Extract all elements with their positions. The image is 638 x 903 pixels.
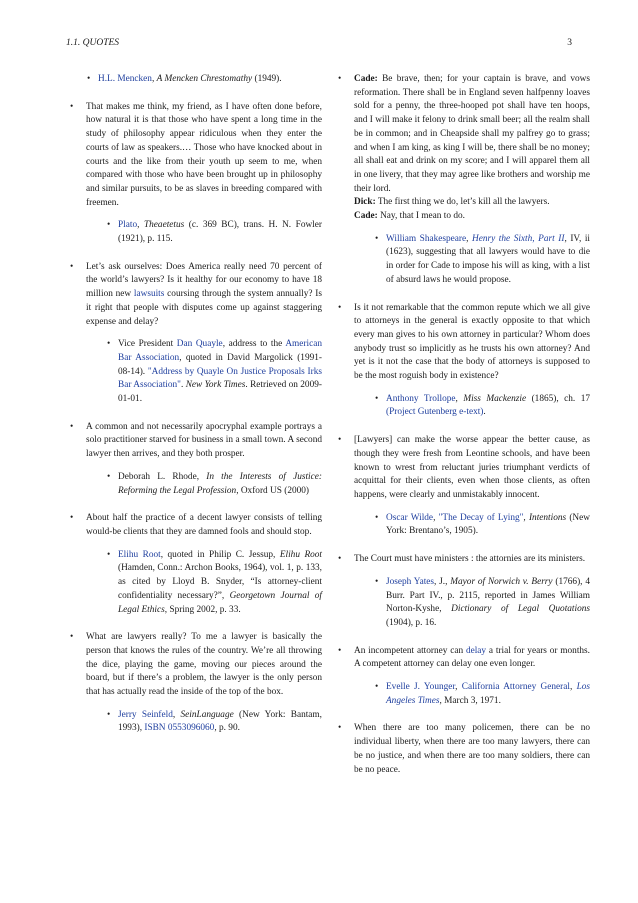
gutenberg-link[interactable]: (Project Gutenberg e-text) [386, 407, 484, 418]
quote-text: • An incompetent attorney can delay a trial for years or months. A competent attorney can delay one even longer. [354, 645, 590, 670]
author-link[interactable]: Joseph Yates [386, 576, 435, 587]
speaker-label: Cade: [354, 74, 378, 84]
work-title: SeinLanguage [180, 709, 234, 720]
attribution: • Deborah L. Rhode, In the Interests of Justice: Reforming the Legal Profession, Oxford US (2000) [86, 471, 322, 498]
attribution: • William Shakespeare, Henry the Sixth, Part II, IV, ii (1623), suggesting that all lawyers would have to die in order for Cade to impose his will as king, with a list of absurd laws he would propose. [354, 233, 590, 288]
quote-text: • What are lawyers really? To me a lawyer is basically the person that knows the rules of the country. We’re all throwing the dice, playing the game, moving our pieces around the board, but if there’s a problem, the lawyer is the only person that has actually read the inside of the top of the box. [86, 632, 322, 698]
attribution: • Evelle J. Younger, California Attorney General, Los Angeles Times, March 3, 1971. [354, 681, 590, 708]
work-title: A Mencken Chrestomathy [156, 74, 253, 84]
quote-text: • Is it not remarkable that the common repute which we all give to attorneys in the general is exactly opposite to that which every man gives to his own attorney in particular? Whom does anybody trust so implicitly as he trusts his own attorney? And yet is it not the case that the body of attorneys is supposed to be the most roguish body in existence? [354, 302, 590, 382]
attribution: • Elihu Root, quoted in Philip C. Jessup, Elihu Root (Hamden, Conn.: Archon Books, 1964), vol. 1, p. 133, as cited by Lloyd B. Snyder, “Is attorney-client confidentiality necessary?”, Georgetown Journal of Legal Ethics, Spring 2002, p. 33. [86, 549, 322, 618]
quote-entry [66, 261, 322, 407]
left-column [66, 73, 322, 750]
case-title: Mayor of Norwich v. Berry [450, 576, 553, 587]
author-link[interactable]: Anthony Trollope [386, 393, 456, 404]
work-title: Intentions [528, 512, 567, 523]
author-link[interactable]: Plato [118, 220, 138, 231]
quote-entry [66, 421, 322, 499]
work-title: Theaetetus [143, 220, 185, 231]
speaker-label: Cade: [354, 211, 378, 222]
work-title: In the Interests of Justice: Reforming the Legal Profession [118, 471, 322, 496]
author-link[interactable]: William Shakespeare [386, 233, 467, 244]
quote-entry [66, 73, 322, 87]
publication-title: New York Times [185, 380, 246, 391]
quote-entry [334, 645, 590, 709]
right-column [334, 73, 590, 791]
quote-entry [66, 101, 322, 247]
author-link[interactable]: Elihu Root [118, 549, 161, 560]
work-link[interactable]: Henry the Sixth, Part II [472, 233, 565, 244]
attribution: • Plato, Theaetetus (c. 369 BC), trans. H. N. Fowler (1921), p. 115. [86, 219, 322, 246]
quote-entry [334, 434, 590, 539]
attribution: • Anthony Trollope, Miss Mackenzie (1865), ch. 17 (Project Gutenberg e-text). [354, 393, 590, 420]
work-title: Elihu Root [279, 549, 323, 560]
aba-link[interactable]: American Bar Association [118, 339, 322, 363]
quote-text: • Cade: Be brave, then; for your captain is brave, and vows reformation. There shall be in England seven halfpenny loaves sold for a penny, the three-hooped pot shall have ten hoops, and I will make it felony to drink small beer; all the realm shall be in common; and in Cheapside shall my palfrey go to grass; and when I am king, as king I will be, there shall be no money; all shall eat and drink on my score; and I will apparel them all in one livery, that they may agree like brothers and worship me their lord. Dick: The first thing we do, let’s kill all the lawyers. Cade: Nay, that I mean to do. [354, 74, 590, 222]
isbn-link[interactable]: ISBN 0553096060 [144, 723, 215, 734]
attribution: • Joseph Yates, J., Mayor of Norwich v. Berry (1766), 4 Burr. Part IV., p. 2115, reported in James William Norton-Kyshe, Dictionary of Legal Quotations (1904), p. 16. [354, 576, 590, 631]
publication-link[interactable]: Los Angeles Times [386, 682, 591, 706]
quote-entry [66, 512, 322, 617]
speaker-label: Dick: [354, 197, 376, 208]
attribution: • H.L. Mencken, A Mencken Chrestomathy (1949). [66, 73, 322, 87]
quote-text: • The Court must have ministers : the attornies are its ministers. [354, 554, 586, 565]
attribution: • Oscar Wilde, "The Decay of Lying", Intentions (New York: Brentano’s, 1905). [354, 512, 590, 539]
author-link[interactable]: Jerry Seinfeld [118, 709, 173, 720]
quote-entry [334, 73, 590, 288]
author-link[interactable]: Dan Quayle [176, 339, 223, 350]
delay-link[interactable]: delay [465, 645, 487, 656]
section-title: 1.1. QUOTES [66, 38, 120, 48]
book-title: Dictionary of Legal Quotations [451, 604, 591, 615]
lawsuits-link[interactable]: lawsuits [133, 289, 165, 300]
essay-link[interactable]: "The Decay of Lying" [438, 512, 524, 523]
attribution: • Vice President Dan Quayle, address to the American Bar Association, quoted in David Margolick (1991-08-14). "Address by Quayle On Justice Proposals Irks Bar Association". New York Times. Retrieved on 2009-01-01. [86, 338, 322, 407]
journal-title: Georgetown Journal of Legal Ethics [118, 590, 322, 615]
article-link[interactable]: "Address by Quayle On Justice Proposals Irks Bar Association" [118, 366, 322, 391]
quote-entry [334, 553, 590, 631]
quote-text: • Let’s ask ourselves: Does America really need 70 percent of the world’s lawyers? Is it healthy for our economy to have 18 million new lawsuits coursing through the system annually? Is it right that people with disputes come up against staggering expense and delay? [86, 261, 323, 327]
attribution: • Jerry Seinfeld, SeinLanguage (New York: Bantam, 1993), ISBN 0553096060, p. 90. [86, 709, 322, 736]
author-link[interactable]: Evelle J. Younger [386, 682, 456, 693]
page-number: 3 [567, 38, 572, 48]
quote-text: • A common and not necessarily apocryphal example portrays a solo practitioner starved for business in a small town. A second lawyer then arrives, and they both prosper. [86, 421, 322, 460]
office-link[interactable]: California Attorney General [461, 682, 570, 693]
quote-entry [334, 302, 590, 421]
running-header [66, 38, 572, 48]
work-title: Miss Mackenzie [463, 393, 527, 404]
quote-text: • [Lawyers] can make the worse appear the better cause, as though they were fresh from Leontine schools, and have been known to wrest from reluctant juries triumphant verdicts of acquittal for their clients, even when those clients, as often happens, were clearly and unmistakably innocent. [354, 435, 590, 500]
quote-entry [334, 722, 590, 777]
author-link[interactable]: Oscar Wilde [386, 512, 434, 523]
quote-text: • When there are too many policemen, there can be no individual liberty, when there are too many lawyers, there can be no justice, and when there are too many soldiers, there can be no peace. [354, 723, 590, 775]
quote-entry [66, 631, 322, 736]
quote-text: • About half the practice of a decent lawyer consists of telling would-be clients that they are damned fools and should stop. [86, 513, 322, 537]
quote-text: • That makes me think, my friend, as I have often done before, how natural it is that those who have spent a long time in the study of philosophy appear ridiculous when they enter the courts of law as speakers.… Those who have knocked about in courts and the like from their youth up seem to me, when compared with those who have been brought up in philosophy and similar pursuits, to be as slaves in breeding compared with freemen. [86, 101, 322, 208]
author-link[interactable]: H.L. Mencken [98, 74, 152, 84]
